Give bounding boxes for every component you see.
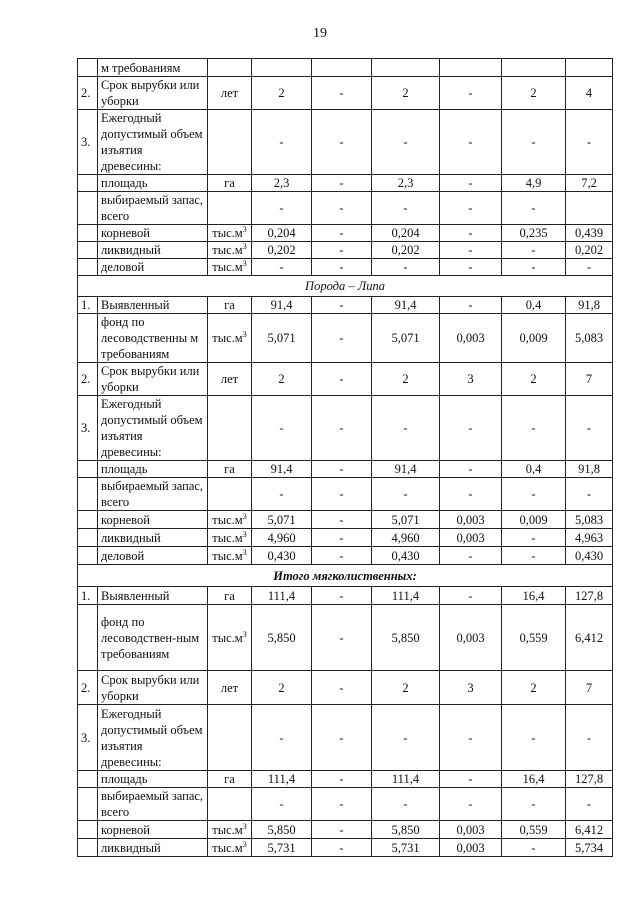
value-cell: 5,071 [252, 314, 312, 363]
value-cell: - [440, 259, 502, 276]
indicator-name: корневой [98, 821, 208, 839]
table-row [78, 705, 613, 771]
indicator-name: выбираемый запас, всего [98, 788, 208, 821]
value-cell: 5,071 [372, 511, 440, 529]
value-cell: - [440, 242, 502, 259]
value-cell: - [502, 396, 566, 461]
unit-label: тыс.м [212, 243, 243, 257]
table-row [78, 259, 613, 276]
unit-cell [208, 478, 252, 511]
indicator-name: корневой [98, 225, 208, 242]
row-number [78, 821, 98, 839]
table-continuation-line [77, 845, 78, 853]
value-cell: 5,734 [566, 839, 613, 857]
table-row [78, 839, 613, 857]
indicator-name: Выявленный [98, 297, 208, 314]
unit-cell [208, 77, 252, 110]
row-number [78, 175, 98, 192]
value-cell: - [312, 547, 372, 565]
value-cell: 0,4 [502, 297, 566, 314]
value-cell: - [252, 705, 312, 771]
unit-cell [208, 110, 252, 175]
value-cell: - [440, 396, 502, 461]
row-number [78, 547, 98, 565]
value-cell: 0,009 [502, 511, 566, 529]
unit-cell [208, 175, 252, 192]
section-header-row [78, 565, 613, 587]
value-cell: 0,235 [502, 225, 566, 242]
section-header-row [78, 276, 613, 297]
row-number: 1. [78, 587, 98, 605]
value-cell: - [252, 110, 312, 175]
row-number [78, 225, 98, 242]
value-cell: 3 [440, 671, 502, 705]
row-number [78, 242, 98, 259]
value-cell: - [372, 192, 440, 225]
value-cell: 0,559 [502, 605, 566, 671]
table-row [78, 461, 613, 478]
table-body [78, 59, 613, 857]
value-cell: - [252, 788, 312, 821]
value-cell: - [312, 605, 372, 671]
table-row [78, 225, 613, 242]
value-cell: - [312, 461, 372, 478]
value-cell: - [252, 192, 312, 225]
unit-cell [208, 587, 252, 605]
unit-superscript: 3 [242, 329, 247, 339]
value-cell: 5,083 [566, 314, 613, 363]
value-cell: 0,003 [440, 605, 502, 671]
value-cell [502, 59, 566, 77]
value-cell: 111,4 [372, 587, 440, 605]
table-row [78, 547, 613, 565]
indicator-name: выбираемый запас, всего [98, 478, 208, 511]
table-row [78, 77, 613, 110]
value-cell: - [440, 175, 502, 192]
value-cell: 0,430 [372, 547, 440, 565]
value-cell: - [312, 259, 372, 276]
value-cell: - [372, 478, 440, 511]
value-cell: - [440, 461, 502, 478]
unit-cell [208, 529, 252, 547]
indicator-name: ликвидный [98, 529, 208, 547]
value-cell: - [502, 110, 566, 175]
unit-superscript: 3 [242, 629, 247, 639]
indicator-name: деловой [98, 547, 208, 565]
unit-superscript: 3 [242, 529, 247, 539]
table-row [78, 314, 613, 363]
unit-superscript: 3 [242, 511, 247, 521]
indicator-name: Ежегодный допустимый объем изъятия древесины: [98, 396, 208, 461]
value-cell: 2 [502, 671, 566, 705]
value-cell: 2,3 [372, 175, 440, 192]
value-cell: 6,412 [566, 605, 613, 671]
value-cell: - [372, 705, 440, 771]
value-cell: 0,202 [252, 242, 312, 259]
value-cell: - [312, 788, 372, 821]
unit-cell [208, 511, 252, 529]
value-cell: - [312, 242, 372, 259]
value-cell: 0,003 [440, 511, 502, 529]
table-row [78, 297, 613, 314]
table-row [78, 192, 613, 225]
value-cell: 7,2 [566, 175, 613, 192]
row-number [78, 771, 98, 788]
table-row [78, 242, 613, 259]
value-cell: 0,003 [440, 314, 502, 363]
unit-cell [208, 461, 252, 478]
value-cell: 5,083 [566, 511, 613, 529]
value-cell: - [312, 771, 372, 788]
unit-cell [208, 547, 252, 565]
value-cell: 5,850 [372, 821, 440, 839]
value-cell: - [440, 705, 502, 771]
value-cell: - [440, 297, 502, 314]
indicator-name: ликвидный [98, 839, 208, 857]
value-cell: 0,204 [252, 225, 312, 242]
value-cell: - [440, 587, 502, 605]
indicator-name: деловой [98, 259, 208, 276]
value-cell: - [566, 110, 613, 175]
value-cell: - [312, 396, 372, 461]
value-cell: 0,4 [502, 461, 566, 478]
value-cell: - [566, 478, 613, 511]
unit-cell [208, 788, 252, 821]
row-number [78, 314, 98, 363]
value-cell: - [502, 259, 566, 276]
value-cell: 0,430 [566, 547, 613, 565]
indicator-name: выбираемый запас, всего [98, 192, 208, 225]
unit-label: тыс.м [212, 512, 243, 527]
value-cell: - [440, 110, 502, 175]
value-cell: - [440, 77, 502, 110]
value-cell: - [312, 297, 372, 314]
row-number [78, 59, 98, 77]
value-cell: - [372, 788, 440, 821]
table-row [78, 671, 613, 705]
value-cell: - [502, 547, 566, 565]
value-cell: 111,4 [252, 587, 312, 605]
value-cell: - [566, 259, 613, 276]
unit-cell [208, 192, 252, 225]
unit-label: га [224, 176, 235, 190]
value-cell: 5,731 [252, 839, 312, 857]
table-row [78, 788, 613, 821]
value-cell: 91,4 [372, 297, 440, 314]
value-cell: 5,071 [372, 314, 440, 363]
value-cell: 0,202 [566, 242, 613, 259]
indicator-name: Ежегодный допустимый объем изъятия древесины: [98, 705, 208, 771]
unit-cell [208, 771, 252, 788]
value-cell: - [312, 225, 372, 242]
row-number: 3. [78, 110, 98, 175]
unit-superscript: 3 [242, 224, 247, 234]
value-cell: 0,003 [440, 529, 502, 547]
row-number [78, 461, 98, 478]
value-cell: 4 [566, 77, 613, 110]
unit-label: тыс.м [212, 530, 243, 545]
table-row [78, 605, 613, 671]
value-cell: 4,960 [252, 529, 312, 547]
unit-label: лет [220, 680, 239, 695]
indicator-name: площадь [98, 771, 208, 788]
unit-cell [208, 363, 252, 396]
row-number [78, 511, 98, 529]
value-cell: 0,003 [440, 839, 502, 857]
value-cell: 2 [502, 77, 566, 110]
value-cell: - [566, 705, 613, 771]
value-cell: 16,4 [502, 771, 566, 788]
value-cell: - [440, 478, 502, 511]
unit-label: тыс.м [212, 822, 243, 837]
table-row [78, 478, 613, 511]
value-cell: 4,9 [502, 175, 566, 192]
value-cell: 91,8 [566, 297, 613, 314]
value-cell: - [312, 77, 372, 110]
value-cell: - [312, 110, 372, 175]
unit-superscript: 3 [242, 547, 247, 557]
value-cell: - [372, 110, 440, 175]
indicator-name: ликвидный [98, 242, 208, 259]
value-cell: 0,009 [502, 314, 566, 363]
unit-cell [208, 671, 252, 705]
value-cell: - [312, 192, 372, 225]
value-cell: - [502, 705, 566, 771]
unit-cell [208, 242, 252, 259]
section-title: Порода – Липа [78, 276, 613, 297]
value-cell: - [312, 529, 372, 547]
unit-label: га [224, 772, 235, 786]
unit-cell [208, 297, 252, 314]
row-number [78, 605, 98, 671]
value-cell: 5,071 [252, 511, 312, 529]
indicator-name: Ежегодный допустимый объем изъятия древесины: [98, 110, 208, 175]
indicator-name: Выявленный [98, 587, 208, 605]
value-cell: - [440, 771, 502, 788]
value-cell: 0,202 [372, 242, 440, 259]
value-cell: 7 [566, 363, 613, 396]
unit-cell [208, 839, 252, 857]
indicator-name: м требованиям [98, 59, 208, 77]
value-cell: 4,960 [372, 529, 440, 547]
value-cell [312, 59, 372, 77]
unit-cell [208, 396, 252, 461]
unit-label: тыс.м [212, 260, 243, 274]
row-number: 2. [78, 77, 98, 110]
row-number: 3. [78, 705, 98, 771]
value-cell: 2,3 [252, 175, 312, 192]
table-row [78, 59, 613, 77]
value-cell: - [312, 175, 372, 192]
value-cell: 2 [372, 363, 440, 396]
unit-cell [208, 225, 252, 242]
row-number [78, 529, 98, 547]
value-cell: 2 [502, 363, 566, 396]
unit-superscript: 3 [242, 241, 247, 251]
row-number [78, 192, 98, 225]
value-cell: 2 [252, 363, 312, 396]
value-cell: - [252, 478, 312, 511]
indicator-name: Срок вырубки или уборки [98, 671, 208, 705]
value-cell: 4,963 [566, 529, 613, 547]
unit-cell [208, 59, 252, 77]
table-row [78, 587, 613, 605]
unit-cell [208, 705, 252, 771]
value-cell: 91,4 [252, 461, 312, 478]
value-cell: 16,4 [502, 587, 566, 605]
unit-superscript: 3 [242, 839, 247, 849]
value-cell: - [312, 671, 372, 705]
unit-superscript: 3 [242, 821, 247, 831]
unit-label: тыс.м [212, 331, 243, 345]
value-cell: - [312, 839, 372, 857]
value-cell: - [252, 259, 312, 276]
table-row [78, 175, 613, 192]
value-cell: - [502, 839, 566, 857]
table-row [78, 110, 613, 175]
row-number: 3. [78, 396, 98, 461]
value-cell: 6,412 [566, 821, 613, 839]
value-cell: - [312, 314, 372, 363]
value-cell: 127,8 [566, 771, 613, 788]
value-cell: 111,4 [252, 771, 312, 788]
value-cell: - [502, 478, 566, 511]
unit-label: тыс.м [212, 226, 243, 240]
unit-label: тыс.м [212, 630, 243, 645]
value-cell: - [312, 587, 372, 605]
unit-label: га [224, 588, 235, 603]
value-cell: - [312, 478, 372, 511]
table-row [78, 511, 613, 529]
value-cell: - [252, 396, 312, 461]
value-cell: 5,731 [372, 839, 440, 857]
value-cell: - [566, 396, 613, 461]
value-cell [566, 192, 613, 225]
row-number: 1. [78, 297, 98, 314]
value-cell: 5,850 [252, 821, 312, 839]
value-cell: 2 [252, 77, 312, 110]
value-cell: 91,4 [252, 297, 312, 314]
value-cell: - [502, 192, 566, 225]
value-cell: 2 [252, 671, 312, 705]
table-row [78, 529, 613, 547]
indicator-name: Срок вырубки или уборки [98, 77, 208, 110]
row-number [78, 788, 98, 821]
indicator-name: фонд по лесоводственны м требованиям [98, 314, 208, 363]
value-cell: - [502, 529, 566, 547]
table-row [78, 396, 613, 461]
unit-superscript: 3 [242, 258, 247, 268]
indicator-name: корневой [98, 511, 208, 529]
value-cell: 2 [372, 671, 440, 705]
value-cell [252, 59, 312, 77]
indicator-name: площадь [98, 175, 208, 192]
row-number: 2. [78, 671, 98, 705]
value-cell: 91,4 [372, 461, 440, 478]
section-title: Итого мягколиственных: [78, 565, 613, 587]
indicator-name: Срок вырубки или уборки [98, 363, 208, 396]
value-cell: - [502, 242, 566, 259]
value-cell: - [440, 192, 502, 225]
value-cell: - [312, 511, 372, 529]
unit-cell [208, 605, 252, 671]
unit-label: га [224, 462, 235, 476]
value-cell: - [502, 788, 566, 821]
page-number: 19 [313, 26, 327, 41]
unit-cell [208, 259, 252, 276]
table-row [78, 821, 613, 839]
row-number [78, 839, 98, 857]
value-cell: 91,8 [566, 461, 613, 478]
value-cell: - [312, 705, 372, 771]
value-cell: 3 [440, 363, 502, 396]
table-row [78, 363, 613, 396]
value-cell: 0,430 [252, 547, 312, 565]
value-cell: 127,8 [566, 587, 613, 605]
row-number [78, 478, 98, 511]
unit-label: лет [220, 372, 239, 386]
value-cell: - [312, 821, 372, 839]
value-cell [566, 59, 613, 77]
value-cell: 7 [566, 671, 613, 705]
value-cell: - [440, 788, 502, 821]
table-row [78, 771, 613, 788]
value-cell: - [440, 225, 502, 242]
forest-fund-table [77, 58, 613, 857]
unit-label: тыс.м [212, 548, 243, 563]
unit-label: тыс.м [212, 840, 243, 855]
row-number [78, 259, 98, 276]
value-cell: 111,4 [372, 771, 440, 788]
value-cell: - [566, 788, 613, 821]
unit-label: лет [220, 86, 239, 100]
value-cell [372, 59, 440, 77]
value-cell [440, 59, 502, 77]
value-cell: 2 [372, 77, 440, 110]
unit-cell [208, 314, 252, 363]
value-cell: - [312, 363, 372, 396]
value-cell: 0,204 [372, 225, 440, 242]
unit-label: га [224, 298, 235, 312]
value-cell: 5,850 [252, 605, 312, 671]
value-cell: 0,559 [502, 821, 566, 839]
row-number: 2. [78, 363, 98, 396]
indicator-name: площадь [98, 461, 208, 478]
value-cell: 5,850 [372, 605, 440, 671]
value-cell: - [372, 396, 440, 461]
value-cell: 0,003 [440, 821, 502, 839]
unit-cell [208, 821, 252, 839]
value-cell: - [372, 259, 440, 276]
indicator-name: фонд по лесоводствен-ным требованиям [98, 605, 208, 671]
value-cell: - [440, 547, 502, 565]
value-cell: 0,439 [566, 225, 613, 242]
